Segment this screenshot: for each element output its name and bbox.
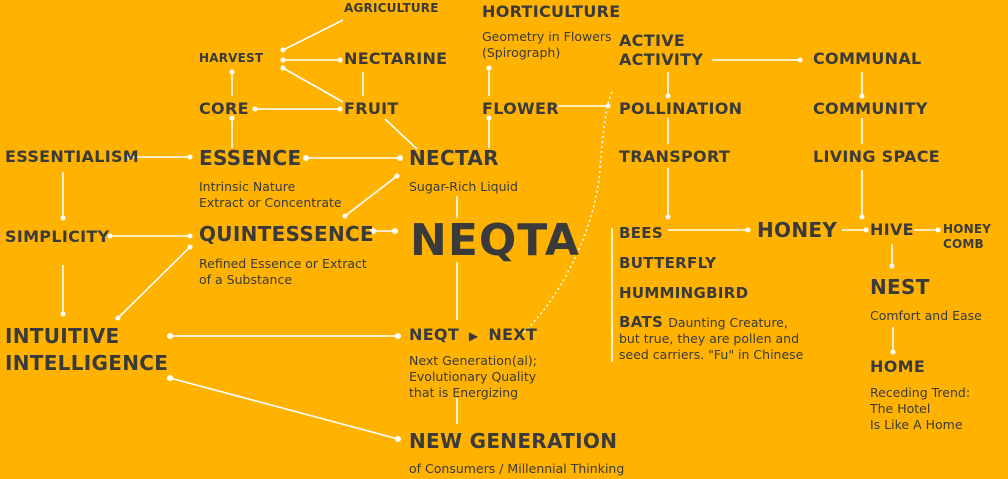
node-nectar: NECTAR (409, 146, 499, 170)
node-nest: NEST (870, 275, 930, 299)
quintessence-desc-line2: of a Substance (199, 272, 293, 287)
essence-description (199, 179, 342, 211)
bats-desc-line1: Daunting Creature, (668, 315, 788, 330)
node-honey-comb-line1: HONEY (943, 222, 992, 236)
horticulture-desc-line1: Geometry in Flowers (482, 29, 612, 44)
node-active: ACTIVE (619, 31, 686, 50)
next-desc-line3: that is Energizing (409, 385, 519, 400)
node-active-activity (619, 31, 703, 69)
node-intuitive-line1: INTUITIVE (5, 324, 120, 348)
horticulture-description (482, 29, 612, 61)
next-desc-line2: Evolutionary Quality (409, 369, 537, 384)
node-flower: FLOWER (482, 99, 559, 118)
node-intuitive-line2: INTELLIGENCE (5, 351, 169, 375)
essence-desc-line2: Extract or Concentrate (199, 195, 342, 210)
node-hive: HIVE (870, 220, 914, 239)
node-essence: ESSENCE (199, 146, 302, 170)
node-essentialism: ESSENTIALISM (5, 147, 140, 166)
home-desc-line3: Is Like A Home (870, 417, 963, 432)
quintessence-desc-line1: Refined Essence or Extract (199, 256, 367, 271)
quintessence-description (199, 256, 367, 288)
node-new-generation: NEW GENERATION (409, 429, 618, 453)
nectar-description: Sugar-Rich Liquid (409, 179, 518, 194)
node-honey-comb-line2: COMB (943, 237, 984, 251)
horticulture-desc-line2: (Spirograph) (482, 45, 561, 60)
node-quintessence: QUINTESSENCE (199, 222, 374, 246)
node-living-space: LIVING SPACE (813, 147, 941, 166)
node-neqt: NEQT (409, 325, 460, 344)
bats-desc-line2: but true, they are pollen and (619, 331, 800, 346)
node-next: NEXT (488, 325, 538, 344)
node-honey: HONEY (757, 218, 838, 242)
node-neqt-next (409, 326, 537, 344)
node-horticulture: HORTICULTURE (482, 2, 621, 21)
node-hummingbird: HUMMINGBIRD (619, 284, 749, 302)
node-honey-comb (943, 222, 991, 252)
node-nectarine: NECTARINE (344, 49, 448, 68)
node-transport: TRANSPORT (619, 147, 731, 166)
node-intuitive-intelligence (5, 323, 168, 377)
node-fruit: FRUIT (344, 99, 399, 118)
node-agriculture: AGRICULTURE (344, 1, 439, 15)
node-activity: ACTIVITY (619, 50, 704, 69)
node-simplicity: SIMPLICITY (5, 227, 110, 246)
node-bees: BEES (619, 224, 663, 242)
node-harvest: HARVEST (199, 51, 264, 65)
bats-desc-line3: seed carriers. "Fu" in Chinese (619, 347, 804, 362)
arrow-right-icon: ▶ (468, 329, 479, 343)
node-butterfly: BUTTERFLY (619, 254, 717, 272)
node-community: COMMUNITY (813, 99, 928, 118)
central-title-neqta: NEQTA (410, 215, 580, 266)
nest-description: Comfort and Ease (870, 308, 982, 323)
node-core: CORE (199, 99, 249, 118)
next-description (409, 353, 537, 401)
node-bats: BATS (619, 313, 664, 331)
home-desc-line2: The Hotel (870, 401, 931, 416)
home-description (870, 385, 970, 433)
home-desc-line1: Receding Trend: (870, 385, 971, 400)
node-communal: COMMUNAL (813, 49, 922, 68)
next-desc-line1: Next Generation(al); (409, 353, 537, 368)
node-pollination: POLLINATION (619, 99, 743, 118)
bats-block (619, 314, 803, 363)
node-home: HOME (870, 357, 926, 376)
new-generation-description: of Consumers / Millennial Thinking (409, 461, 625, 476)
essence-desc-line1: Intrinsic Nature (199, 179, 296, 194)
